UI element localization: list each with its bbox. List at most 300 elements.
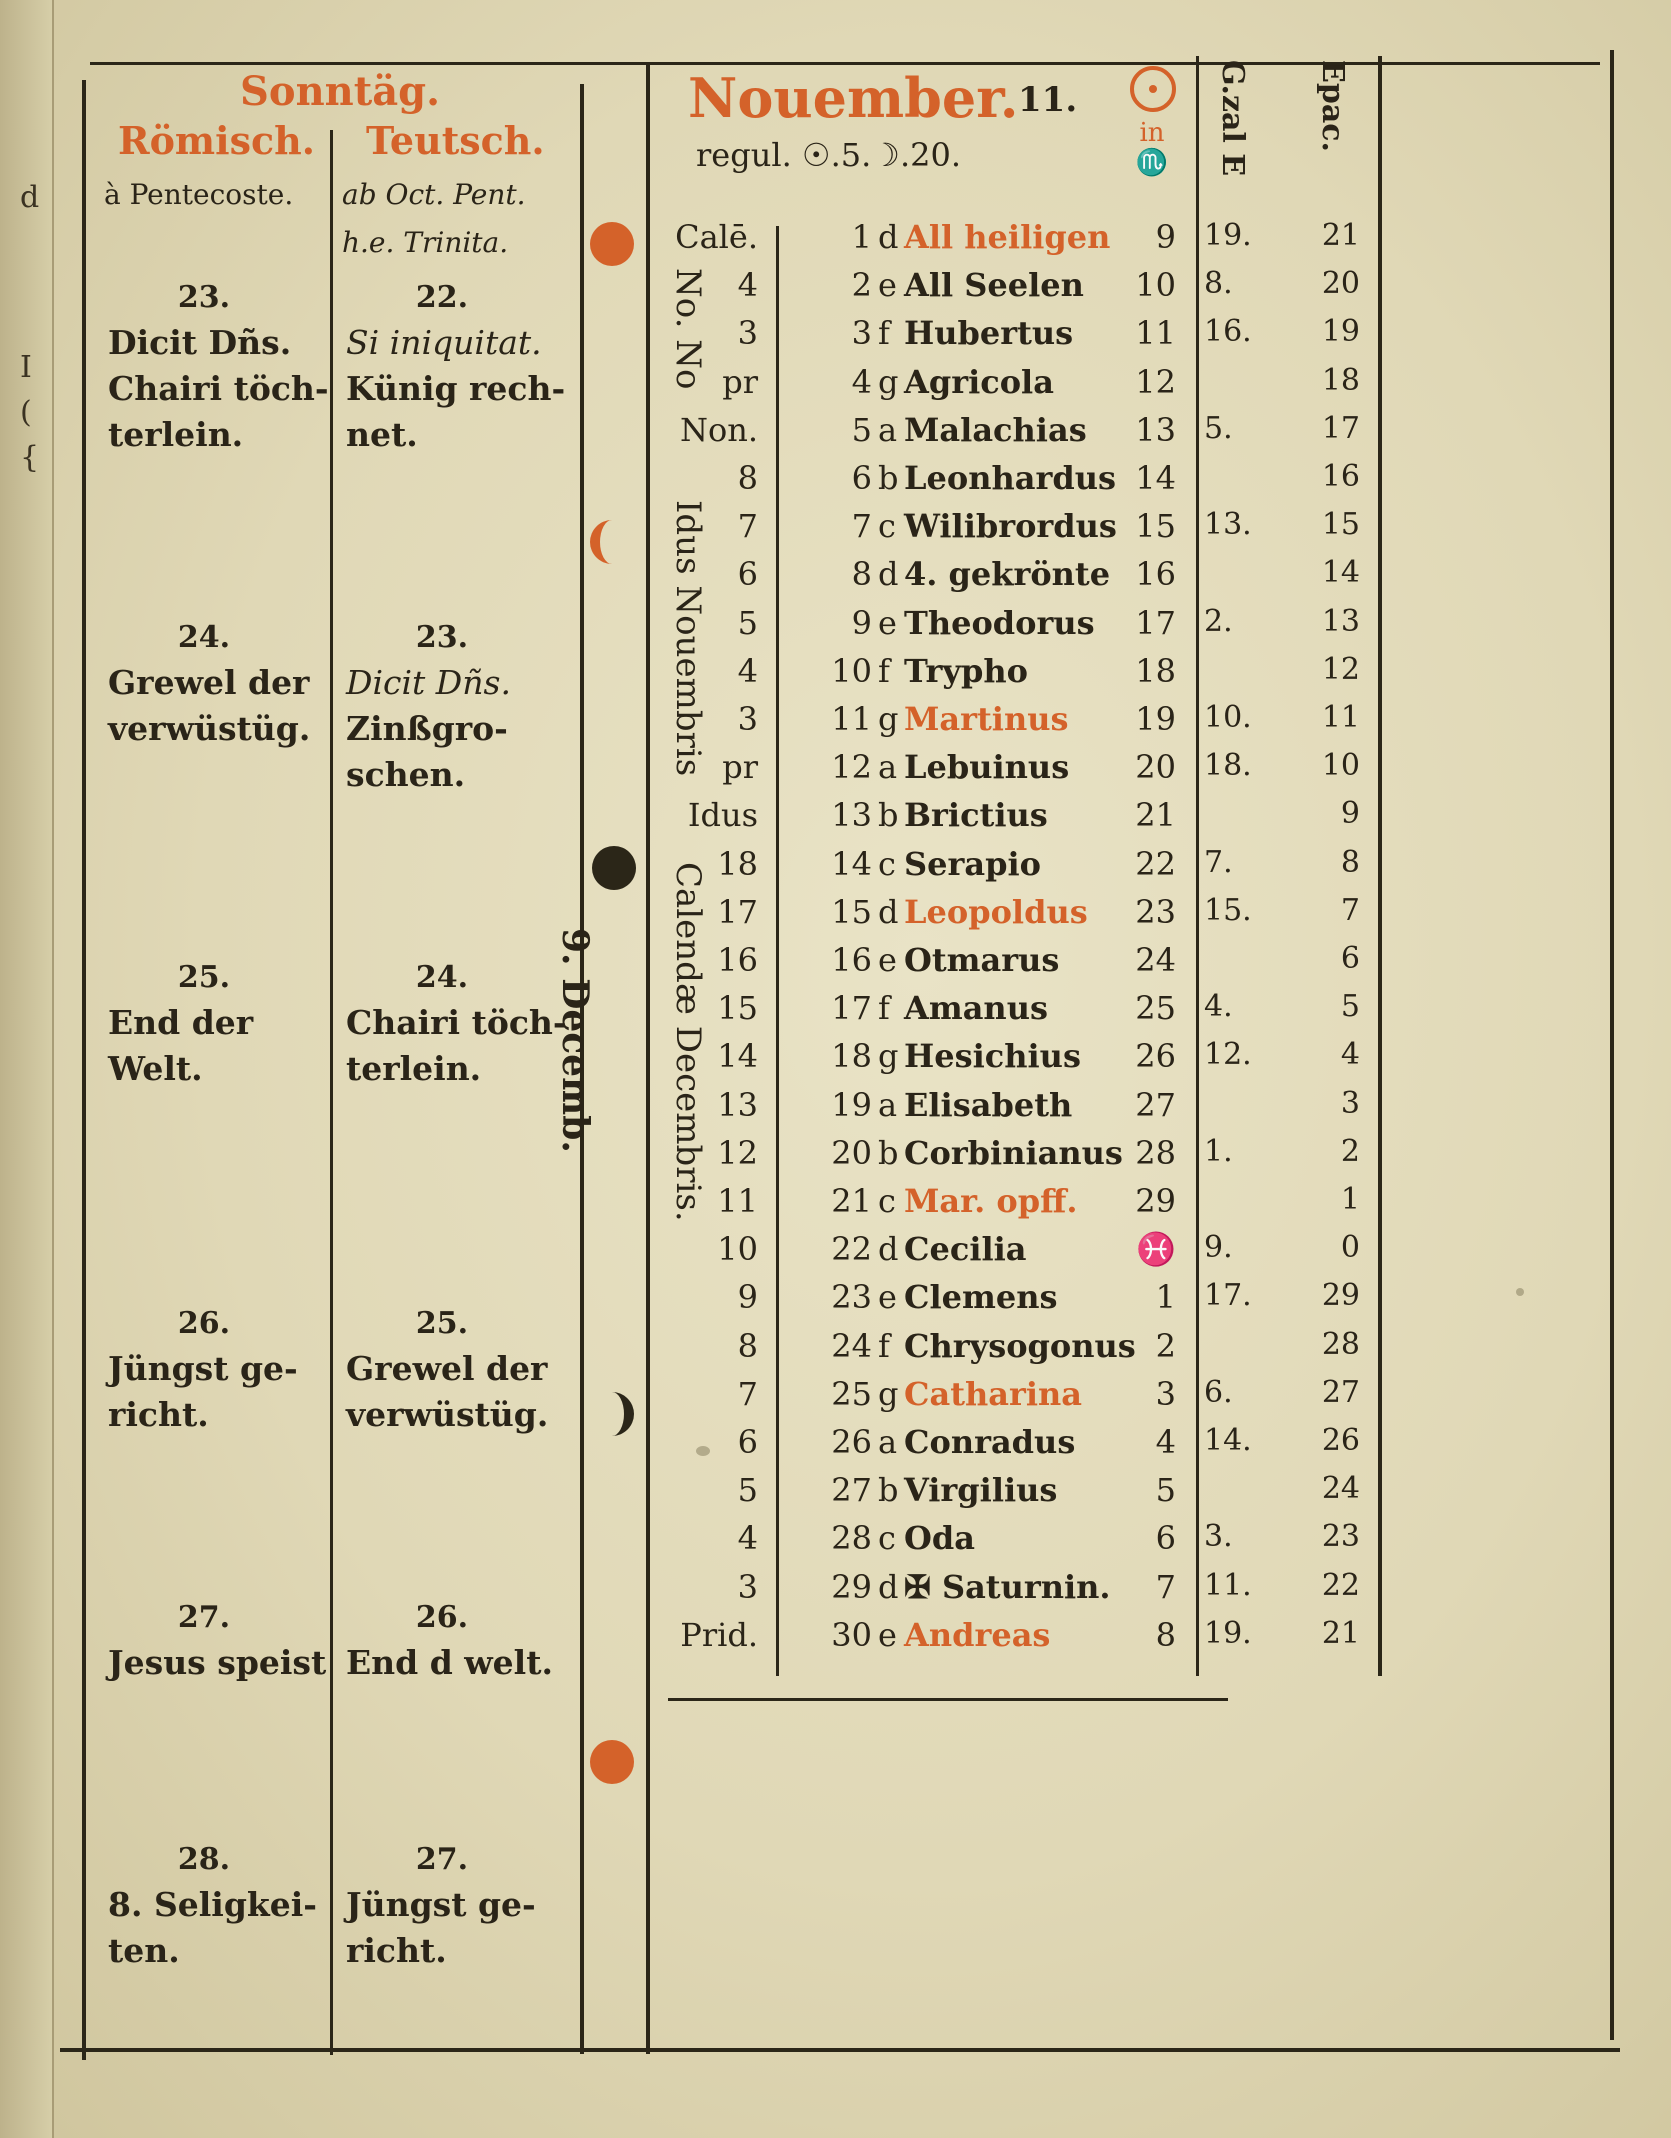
dominical-letter: c bbox=[878, 507, 896, 546]
month-title: Nouember. bbox=[688, 66, 1019, 130]
roman-week-text: End der Welt. bbox=[108, 1003, 254, 1088]
roman-date: 4 bbox=[737, 651, 758, 690]
day-number: 27 bbox=[831, 1471, 872, 1510]
day-entry bbox=[828, 555, 1110, 593]
zodiac-degree: 12 bbox=[1135, 362, 1176, 401]
roman-date: 10 bbox=[717, 1230, 758, 1269]
epact: 21 bbox=[1321, 218, 1360, 253]
dominical-letter: f bbox=[878, 1326, 890, 1365]
day-number: 15 bbox=[831, 892, 872, 931]
epact: 9 bbox=[1340, 796, 1360, 832]
day-entry bbox=[828, 266, 1084, 304]
saint-name: Virgilius bbox=[904, 1471, 1058, 1510]
saint-name: Agricola bbox=[904, 362, 1054, 401]
day-entry bbox=[828, 796, 1048, 834]
saint-name: Lebuinus bbox=[904, 748, 1070, 787]
day-entry bbox=[828, 459, 1116, 497]
saint-name: Leonhardus bbox=[904, 459, 1116, 497]
calendar-row bbox=[0, 314, 1671, 362]
saint-name: Wilibrordus bbox=[904, 507, 1117, 546]
top-rule bbox=[90, 62, 1600, 65]
day-number: 26 bbox=[831, 1423, 872, 1461]
calendar-row bbox=[0, 1471, 1671, 1519]
day-number: 21 bbox=[831, 1182, 872, 1220]
dominical-letter: d bbox=[878, 1230, 899, 1269]
epact: 28 bbox=[1321, 1326, 1360, 1362]
dominical-letter: c bbox=[878, 1519, 896, 1558]
day-entry bbox=[828, 1037, 1081, 1075]
zodiac-degree: 4 bbox=[1155, 1423, 1176, 1461]
epact: 7 bbox=[1340, 892, 1360, 928]
zodiac-degree: 13 bbox=[1135, 410, 1176, 449]
dominical-letter: e bbox=[878, 1278, 897, 1317]
day-number: 12 bbox=[831, 748, 872, 787]
zodiac-degree: 9 bbox=[1155, 218, 1176, 256]
german-week-text: Jüngst ge- richt. bbox=[346, 1885, 536, 1970]
day-entry bbox=[828, 941, 1059, 979]
day-number: 10 bbox=[831, 651, 872, 690]
day-number: 20 bbox=[831, 1133, 872, 1172]
dominical-letter: a bbox=[878, 1085, 898, 1124]
day-entry bbox=[828, 314, 1073, 352]
dominical-letter: d bbox=[878, 218, 899, 256]
roman-date: 8 bbox=[737, 459, 758, 497]
golden-number: 18. bbox=[1204, 748, 1252, 784]
epact: 20 bbox=[1321, 266, 1360, 302]
saint-name: Oda bbox=[904, 1519, 975, 1558]
roman-date: 9 bbox=[737, 1278, 758, 1317]
calendar-row bbox=[0, 748, 1671, 796]
saint-name: Clemens bbox=[904, 1278, 1058, 1317]
golden-number: 11. bbox=[1204, 1567, 1252, 1603]
roman-date: 17 bbox=[717, 892, 758, 931]
saint-name: Brictius bbox=[904, 796, 1048, 835]
zodiac-degree: 24 bbox=[1135, 941, 1176, 979]
golden-number: 19. bbox=[1204, 218, 1252, 253]
golden-number: 2. bbox=[1204, 603, 1233, 639]
saint-name: Conradus bbox=[904, 1423, 1076, 1461]
golden-number: 3. bbox=[1204, 1519, 1233, 1555]
calendar-row bbox=[0, 604, 1671, 652]
day-entry bbox=[828, 845, 1041, 883]
saint-name: Martinus bbox=[904, 700, 1069, 738]
day-number: 28 bbox=[831, 1519, 872, 1558]
calendar-row bbox=[0, 1230, 1671, 1278]
previous-page-edge: d I ( { bbox=[0, 0, 54, 2138]
german-week-number: 26. bbox=[415, 1600, 469, 1635]
zodiac-degree: 18 bbox=[1135, 651, 1176, 690]
golden-number: 6. bbox=[1204, 1374, 1233, 1410]
regular-numbers: regul. ☉.5.☽.20. bbox=[696, 136, 962, 174]
day-entry bbox=[828, 748, 1069, 786]
dominical-letter: c bbox=[878, 844, 896, 883]
german-week-text: Künig rech- net. bbox=[346, 369, 566, 454]
calendar-row bbox=[0, 459, 1671, 507]
calendar-row bbox=[0, 363, 1671, 411]
sunday-title: Sonntäg. bbox=[240, 68, 441, 115]
german-week-latin: Si iniquitat. bbox=[346, 323, 542, 362]
saint-name: Hubertus bbox=[904, 314, 1074, 353]
saint-name: Corbinianus bbox=[904, 1133, 1123, 1172]
roman-date: 14 bbox=[717, 1037, 758, 1076]
calendar-row bbox=[0, 941, 1671, 989]
dominical-letter: f bbox=[878, 314, 890, 353]
calendar-row bbox=[0, 845, 1671, 893]
day-entry bbox=[828, 893, 1088, 931]
zodiac-degree: 15 bbox=[1135, 507, 1176, 546]
roman-date: pr bbox=[722, 362, 758, 401]
epact: 4 bbox=[1340, 1037, 1360, 1073]
golden-number: 9. bbox=[1204, 1230, 1233, 1266]
saint-name: Malachias bbox=[904, 410, 1087, 449]
calendar-row bbox=[0, 1086, 1671, 1134]
calendar-row bbox=[0, 1037, 1671, 1085]
month-number: 11. bbox=[1018, 80, 1078, 120]
epact: 0 bbox=[1340, 1230, 1360, 1266]
dominical-letter: f bbox=[878, 651, 890, 690]
calendar-row bbox=[0, 266, 1671, 314]
dominical-letter: g bbox=[878, 700, 899, 738]
zodiac-degree: 14 bbox=[1135, 459, 1176, 497]
calendar-row bbox=[0, 1519, 1671, 1567]
dominical-letter: b bbox=[878, 1471, 899, 1510]
german-week-number: 23. bbox=[415, 620, 469, 655]
zodiac-degree: 17 bbox=[1135, 603, 1176, 642]
dominical-letter: f bbox=[878, 989, 890, 1028]
dominical-letter: d bbox=[878, 555, 899, 594]
day-entry bbox=[828, 1519, 975, 1557]
epact-head: Epac. bbox=[1315, 60, 1350, 152]
zodiac-degree: 20 bbox=[1135, 748, 1176, 787]
saint-name: Trypho bbox=[904, 651, 1028, 690]
epact: 29 bbox=[1321, 1278, 1360, 1314]
day-entry bbox=[828, 1423, 1075, 1461]
zodiac-degree: 8 bbox=[1155, 1615, 1176, 1654]
saint-name: Amanus bbox=[904, 989, 1048, 1028]
day-entry bbox=[828, 1278, 1057, 1316]
day-number: 3 bbox=[851, 314, 872, 353]
epact: 15 bbox=[1321, 507, 1360, 543]
calendar-bottom-rule bbox=[668, 1698, 1228, 1701]
golden-number: 19. bbox=[1204, 1615, 1252, 1651]
day-entry bbox=[828, 411, 1087, 449]
zodiac-degree: 27 bbox=[1135, 1085, 1176, 1124]
zodiac-degree: 22 bbox=[1135, 844, 1176, 883]
roman-date: 7 bbox=[737, 1374, 758, 1413]
roman-week-text: Jüngst ge- richt. bbox=[108, 1349, 298, 1434]
calendar-row bbox=[0, 1616, 1671, 1664]
calendae-label: Calendæ Decembris. bbox=[668, 862, 708, 1222]
calendar-row bbox=[0, 1182, 1671, 1230]
day-entry bbox=[828, 507, 1117, 545]
calendar-row bbox=[0, 411, 1671, 459]
epact: 27 bbox=[1321, 1374, 1360, 1410]
dominical-letter: a bbox=[878, 748, 898, 787]
epact: 12 bbox=[1321, 651, 1360, 687]
day-entry bbox=[828, 1086, 1072, 1124]
zodiac-degree: 19 bbox=[1135, 700, 1176, 738]
zodiac-degree: 2 bbox=[1155, 1326, 1176, 1365]
day-entry bbox=[828, 652, 1028, 690]
epact: 22 bbox=[1321, 1567, 1360, 1603]
zodiac-degree: 29 bbox=[1135, 1182, 1176, 1220]
golden-number: 17. bbox=[1204, 1278, 1252, 1314]
calendar-row bbox=[0, 893, 1671, 941]
dominical-letter: e bbox=[878, 603, 897, 642]
epact: 8 bbox=[1340, 844, 1360, 880]
zodiac-degree: ♓ bbox=[1136, 1230, 1176, 1269]
roman-date: pr bbox=[722, 748, 758, 787]
roman-date: 5 bbox=[737, 603, 758, 642]
dominical-letter: e bbox=[878, 266, 897, 305]
epact: 1 bbox=[1340, 1182, 1360, 1217]
german-subtitle-1: ab Oct. Pent. bbox=[342, 178, 526, 211]
dominical-letter: b bbox=[878, 796, 899, 835]
saint-name: Leopoldus bbox=[904, 892, 1088, 931]
day-number: 7 bbox=[851, 507, 872, 546]
epact: 14 bbox=[1321, 555, 1360, 591]
zodiac-degree: 23 bbox=[1135, 892, 1176, 931]
dominical-letter: g bbox=[878, 1037, 899, 1076]
saint-name: Hesichius bbox=[904, 1037, 1081, 1076]
golden-number: 13. bbox=[1204, 507, 1252, 543]
roman-week-number: 24. bbox=[177, 620, 231, 655]
roman-date: 15 bbox=[717, 989, 758, 1028]
dominical-letter: a bbox=[878, 410, 898, 449]
zodiac-degree: 26 bbox=[1135, 1037, 1176, 1076]
epact: 16 bbox=[1321, 459, 1360, 494]
roman-subtitle: à Pentecoste. bbox=[104, 178, 294, 211]
saint-name: Cecilia bbox=[904, 1230, 1027, 1269]
roman-date: Idus bbox=[687, 796, 758, 835]
calendar-row bbox=[0, 555, 1671, 603]
zodiac-degree: 10 bbox=[1135, 266, 1176, 305]
saint-name: Serapio bbox=[904, 844, 1041, 883]
roman-date: 4 bbox=[737, 1519, 758, 1558]
zodiac-degree: 28 bbox=[1135, 1133, 1176, 1172]
roman-date: 18 bbox=[717, 844, 758, 883]
roman-week-text: Grewel der verwüstüg. bbox=[108, 663, 311, 748]
saint-name: Mar. opff. bbox=[904, 1182, 1078, 1220]
zodiac-degree: 11 bbox=[1135, 314, 1176, 353]
day-entry bbox=[828, 604, 1095, 642]
dominical-letter: b bbox=[878, 1133, 899, 1172]
german-week-number: 22. bbox=[415, 280, 469, 315]
german-week-number: 24. bbox=[415, 960, 469, 995]
saint-name: ✠ Saturnin. bbox=[904, 1567, 1111, 1606]
roman-date: 11 bbox=[717, 1182, 758, 1220]
epact: 3 bbox=[1340, 1085, 1360, 1121]
golden-number-head: G.zal E bbox=[1215, 60, 1250, 177]
epact: 2 bbox=[1340, 1133, 1360, 1169]
idus-label: Idus Nouembris bbox=[668, 500, 708, 777]
saint-name: Andreas bbox=[904, 1615, 1051, 1654]
dominical-letter: g bbox=[878, 362, 899, 401]
dominical-letter: c bbox=[878, 1182, 896, 1220]
roman-date: 4 bbox=[737, 266, 758, 305]
dominical-letter: e bbox=[878, 941, 897, 979]
golden-number: 12. bbox=[1204, 1037, 1252, 1073]
day-entry bbox=[828, 700, 1069, 738]
golden-number: 16. bbox=[1204, 314, 1252, 350]
day-number: 5 bbox=[851, 410, 872, 449]
zodiac-degree: 16 bbox=[1135, 555, 1176, 594]
dominical-letter: e bbox=[878, 1615, 897, 1654]
saint-name: Theodorus bbox=[904, 603, 1095, 642]
day-entry bbox=[828, 1182, 1077, 1220]
saint-name: Otmarus bbox=[904, 941, 1060, 979]
zodiac-degree: 3 bbox=[1155, 1374, 1176, 1413]
german-column-head: Teutsch. bbox=[366, 118, 545, 163]
roman-week-text: 8. Seligkei- ten. bbox=[108, 1885, 318, 1970]
golden-number: 14. bbox=[1204, 1423, 1252, 1458]
roman-date: 8 bbox=[737, 1326, 758, 1365]
day-entry bbox=[828, 363, 1054, 401]
roman-date: 3 bbox=[737, 700, 758, 738]
roman-date: 13 bbox=[717, 1085, 758, 1124]
saint-name: Chrysogonus bbox=[904, 1326, 1136, 1365]
day-number: 6 bbox=[851, 459, 872, 497]
day-number: 19 bbox=[831, 1085, 872, 1124]
roman-week-text: Dicit Dñs. Chairi töch- terlein. bbox=[108, 323, 329, 454]
roman-week-text: Jesus speist bbox=[108, 1643, 327, 1682]
day-number: 13 bbox=[831, 796, 872, 835]
golden-number: 1. bbox=[1204, 1133, 1233, 1169]
calendar-row bbox=[0, 1278, 1671, 1326]
epact: 19 bbox=[1321, 314, 1360, 350]
day-number: 29 bbox=[831, 1567, 872, 1606]
day-number: 22 bbox=[831, 1230, 872, 1269]
golden-number: 5. bbox=[1204, 410, 1233, 446]
saint-name: Catharina bbox=[904, 1374, 1082, 1413]
golden-number: 4. bbox=[1204, 989, 1233, 1025]
epact: 5 bbox=[1340, 989, 1360, 1025]
zodiac-degree: 1 bbox=[1155, 1278, 1176, 1317]
german-week-text: Zinßgro- schen. bbox=[346, 709, 508, 794]
roman-date: 5 bbox=[737, 1471, 758, 1510]
roman-week-number: 28. bbox=[177, 1842, 231, 1877]
roman-date: Prid. bbox=[680, 1615, 758, 1654]
dominical-letter: g bbox=[878, 1374, 899, 1413]
german-week-text: End d welt. bbox=[346, 1643, 553, 1682]
roman-week-number: 23. bbox=[177, 280, 231, 315]
calendar-row bbox=[0, 1375, 1671, 1423]
day-number: 1 bbox=[851, 218, 872, 256]
day-number: 14 bbox=[831, 844, 872, 883]
day-entry bbox=[828, 1568, 1111, 1606]
day-entry bbox=[828, 218, 1110, 256]
roman-column-head: Römisch. bbox=[118, 118, 315, 163]
german-week-number: 27. bbox=[415, 1842, 469, 1877]
calendar-row bbox=[0, 507, 1671, 555]
day-number: 8 bbox=[851, 555, 872, 594]
sun-icon bbox=[1130, 66, 1176, 112]
german-week-number: 25. bbox=[415, 1306, 469, 1341]
dominical-letter: b bbox=[878, 459, 899, 497]
zodiac-degree: 6 bbox=[1155, 1519, 1176, 1558]
day-number: 30 bbox=[831, 1615, 872, 1654]
day-entry bbox=[828, 1471, 1057, 1509]
golden-number: 15. bbox=[1204, 892, 1252, 928]
roman-date: 7 bbox=[737, 507, 758, 546]
day-entry bbox=[828, 1375, 1082, 1413]
day-number: 23 bbox=[831, 1278, 872, 1317]
epact: 13 bbox=[1321, 603, 1360, 639]
german-week-text: Grewel der verwüstüg. bbox=[346, 1349, 549, 1434]
epact: 17 bbox=[1321, 410, 1360, 446]
dominical-letter: a bbox=[878, 1423, 898, 1461]
day-entry bbox=[828, 1230, 1027, 1268]
zodiac-degree: 25 bbox=[1135, 989, 1176, 1028]
golden-number: 7. bbox=[1204, 844, 1233, 880]
new-moon-date: 9. Decemb. bbox=[554, 928, 596, 1153]
saint-name: All heiligen bbox=[904, 218, 1111, 256]
day-number: 11 bbox=[831, 700, 872, 738]
day-number: 25 bbox=[831, 1374, 872, 1413]
bottom-rule bbox=[60, 2048, 1620, 2052]
day-number: 24 bbox=[831, 1326, 872, 1365]
epact: 10 bbox=[1321, 748, 1360, 784]
day-entry bbox=[828, 1134, 1123, 1172]
german-subtitle-2: h.e. Trinita. bbox=[342, 226, 509, 259]
roman-date: 6 bbox=[737, 555, 758, 594]
saint-name: 4. gekrönte bbox=[904, 555, 1111, 594]
calendar-row bbox=[0, 1327, 1671, 1375]
calendar-row bbox=[0, 652, 1671, 700]
german-week-latin: Dicit Dñs. bbox=[346, 663, 511, 702]
golden-number: 8. bbox=[1204, 266, 1233, 302]
day-entry bbox=[828, 989, 1048, 1027]
zodiac-degree: 7 bbox=[1155, 1567, 1176, 1606]
german-week-text: Chairi töch- terlein. bbox=[346, 1003, 567, 1088]
epact: 23 bbox=[1321, 1519, 1360, 1555]
roman-date: Non. bbox=[679, 410, 758, 449]
calendar-row bbox=[0, 700, 1671, 748]
roman-date: 6 bbox=[737, 1423, 758, 1461]
roman-date: 3 bbox=[737, 314, 758, 353]
roman-week-number: 27. bbox=[177, 1600, 231, 1635]
golden-number: 10. bbox=[1204, 700, 1252, 735]
calendar-row bbox=[0, 218, 1671, 266]
roman-week-number: 25. bbox=[177, 960, 231, 995]
roman-date: Calē. bbox=[675, 218, 758, 256]
roman-date: 3 bbox=[737, 1567, 758, 1606]
calendar-row bbox=[0, 989, 1671, 1037]
zodiac-degree: 5 bbox=[1155, 1471, 1176, 1510]
day-number: 16 bbox=[831, 941, 872, 979]
epact: 18 bbox=[1321, 362, 1360, 398]
saint-name: Elisabeth bbox=[904, 1085, 1073, 1124]
nonae-label: No. No bbox=[668, 268, 708, 390]
epact: 26 bbox=[1321, 1423, 1360, 1458]
calendar-row bbox=[0, 796, 1671, 844]
epact: 11 bbox=[1321, 700, 1360, 735]
dominical-letter: d bbox=[878, 892, 899, 931]
full-moon-icon-2 bbox=[590, 1740, 634, 1784]
epact: 21 bbox=[1321, 1615, 1360, 1651]
roman-date: 16 bbox=[717, 941, 758, 979]
day-number: 4 bbox=[851, 362, 872, 401]
dominical-letter: d bbox=[878, 1567, 899, 1606]
calendar-row bbox=[0, 1423, 1671, 1471]
zodiac-degree: 21 bbox=[1135, 796, 1176, 835]
calendar-row bbox=[0, 1568, 1671, 1616]
epact: 6 bbox=[1340, 941, 1360, 976]
day-entry bbox=[828, 1327, 1136, 1365]
saint-name: All Seelen bbox=[904, 266, 1084, 305]
roman-date: 12 bbox=[717, 1133, 758, 1172]
epact: 24 bbox=[1321, 1471, 1360, 1507]
